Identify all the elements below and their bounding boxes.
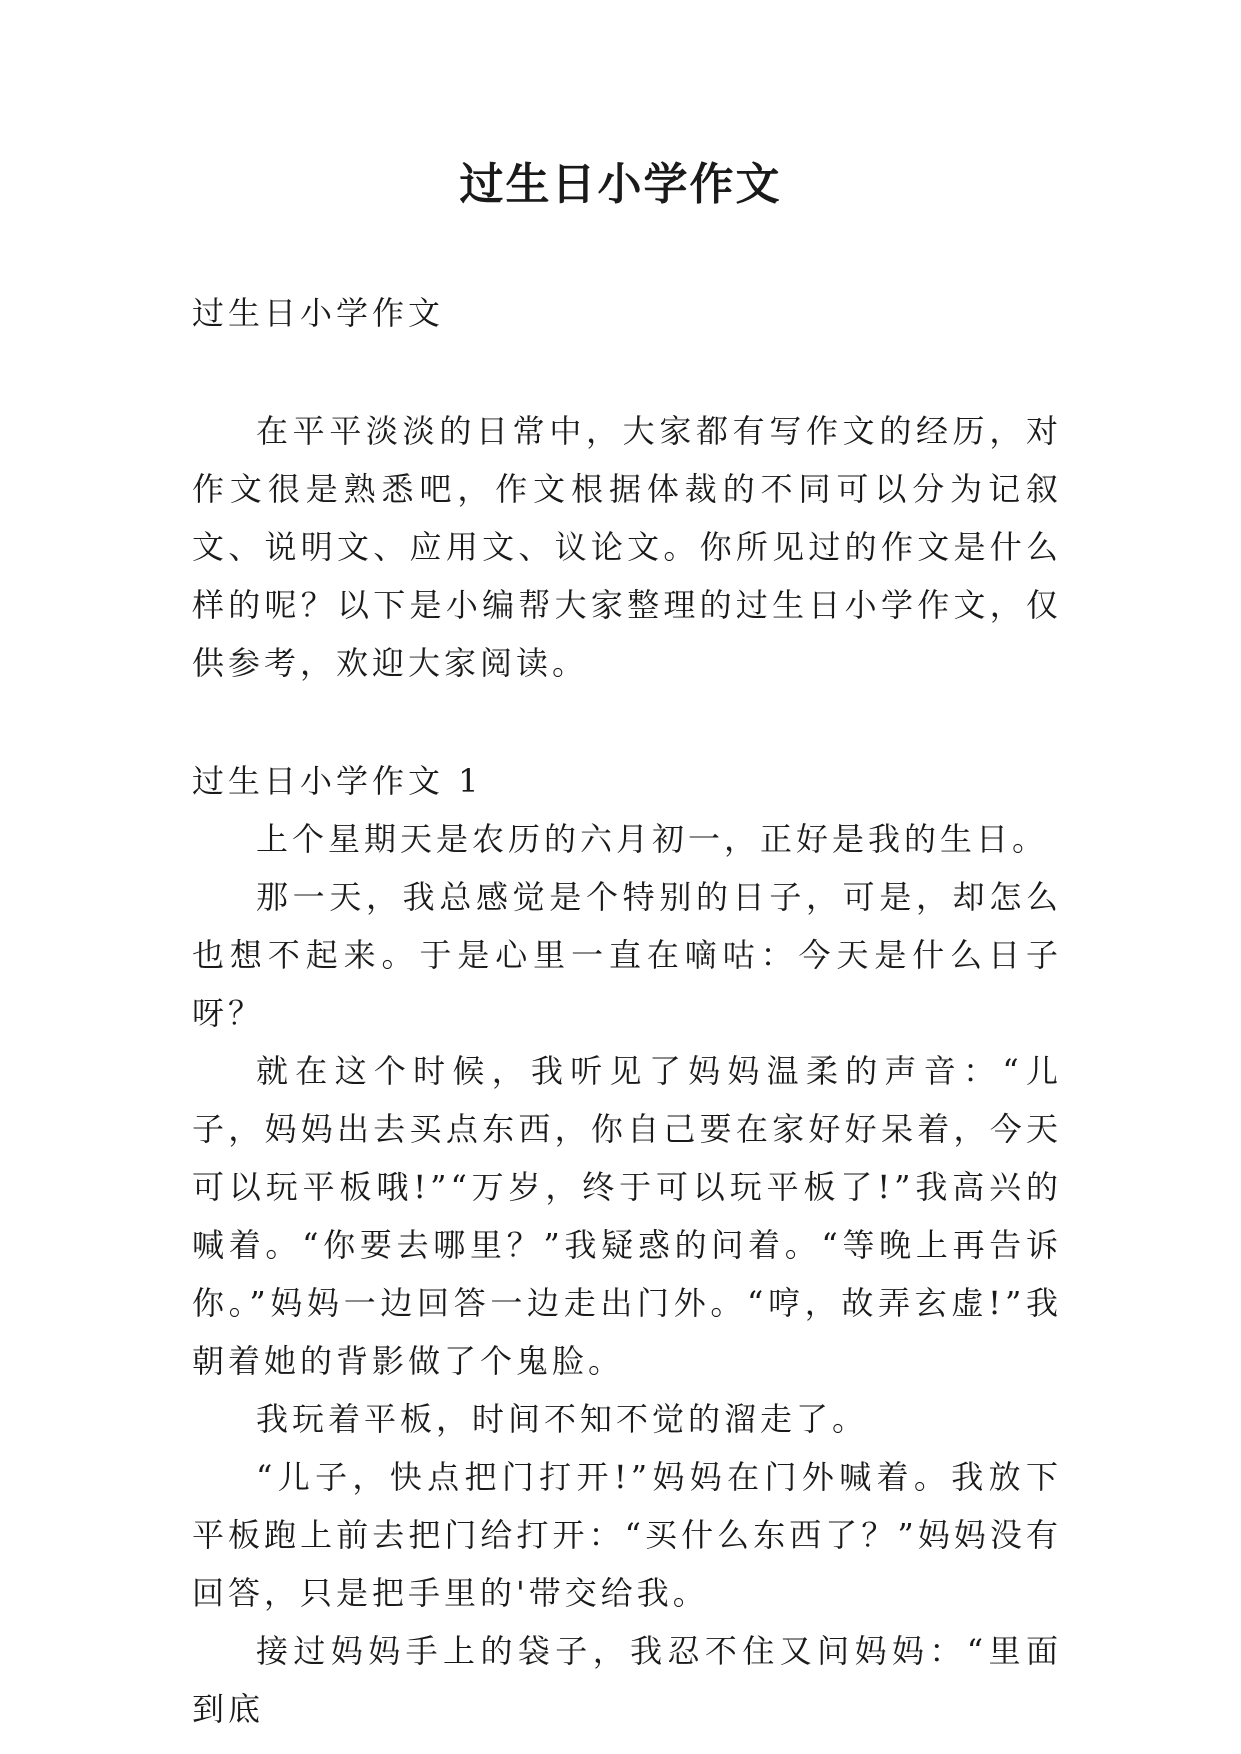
spacer	[192, 342, 1062, 402]
body-paragraph: 我玩着平板，时间不知不觉的溜走了。	[256, 1400, 869, 1438]
section-heading: 过生日小学作文 1	[192, 762, 483, 800]
spacer	[192, 692, 1062, 752]
body-paragraph: “儿子，快点把门打开!”妈妈在门外喊着。我放下平板跑上前去把门给打开：“买什么东西了？”妈妈没有回答，只是把手里的'带交给我。	[192, 1458, 1062, 1612]
document-title: 过生日小学作文	[459, 159, 782, 210]
body-paragraph: 那一天，我总感觉是个特别的日子，可是，却怎么也想不起来。于是心里一直在嘀咕：今天是什么日子呀？	[192, 878, 1062, 1032]
intro-paragraph: 在平平淡淡的日常中，大家都有写作文的经历，对作文很是熟悉吧，作文根据体裁的不同可以分为记叙文、说明文、应用文、议论文。你所见过的作文是什么样的呢？以下是小编帮大家整理的过生日小学作文，仅供参考，欢迎大家阅读。	[192, 412, 1062, 682]
body-paragraph: 接过妈妈手上的袋子，我忍不住又问妈妈：“里面到底	[192, 1632, 1062, 1728]
document-body	[192, 284, 1062, 1738]
body-paragraph: 就在这个时候，我听见了妈妈温柔的声音：“儿子，妈妈出去买点东西，你自己要在家好好呆着，今天可以玩平板哦!”“万岁，终于可以玩平板了!”我高兴的喊着。“你要去哪里？”我疑惑的问着。“等晚上再告诉你。”妈妈一边回答一边走出门外。“哼，故弄玄虚!”我朝着她的背影做了个鬼脸。	[192, 1052, 1062, 1380]
document-subtitle: 过生日小学作文	[192, 294, 445, 332]
body-paragraph: 上个星期天是农历的六月初一，正好是我的生日。	[256, 820, 1049, 858]
